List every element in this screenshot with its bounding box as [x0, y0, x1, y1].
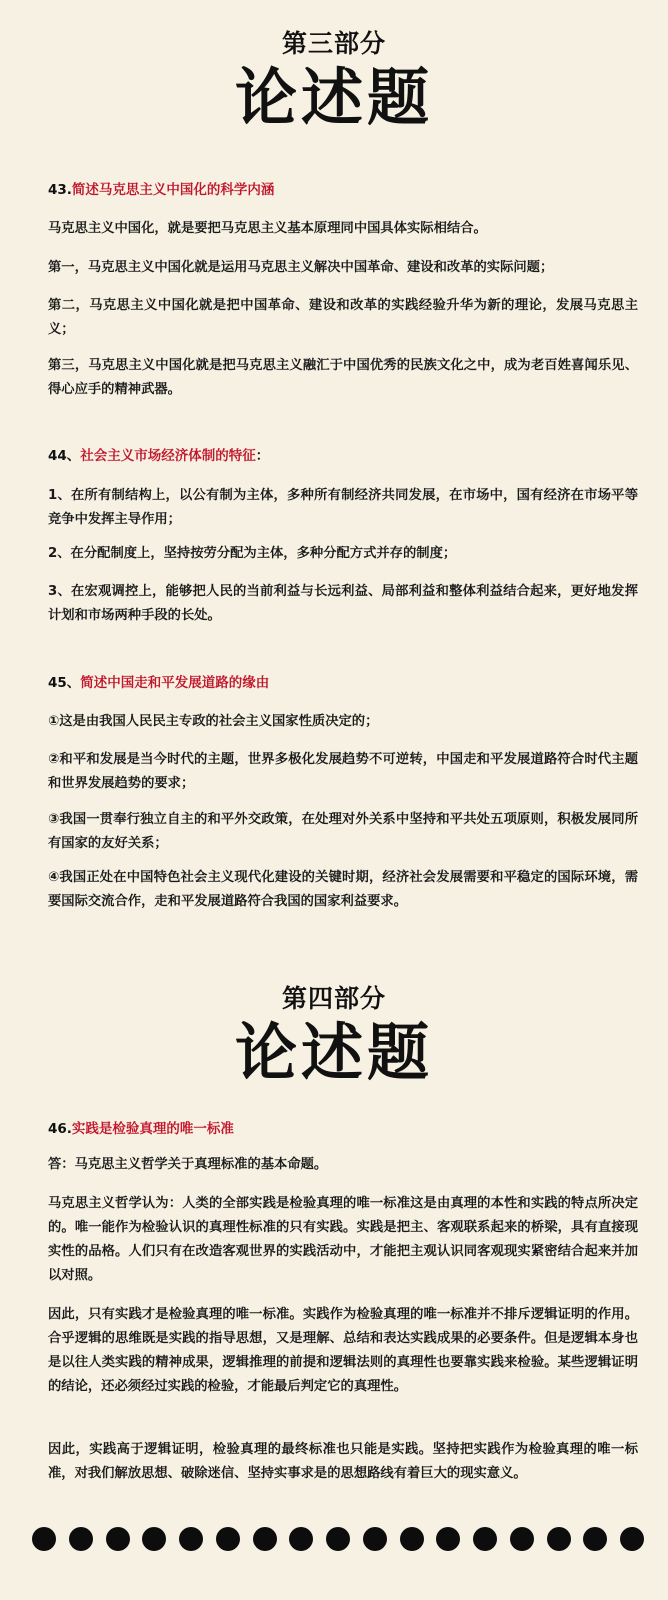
decorative-dot	[363, 1527, 387, 1551]
decorative-dot	[142, 1527, 166, 1551]
part3-header	[0, 24, 668, 134]
question-45	[48, 673, 638, 693]
question-44-number: 44、	[48, 448, 81, 464]
question-44-heading	[48, 446, 638, 466]
decorative-dot	[547, 1527, 571, 1551]
question-46-number: 46.	[48, 1121, 72, 1137]
question-43-para-2: 第一，马克思主义中国化就是运用马克思主义解决中国革命、建设和改革的实际问题；	[48, 260, 554, 275]
part3-label: 第三部分	[281, 29, 386, 58]
decorative-dot	[583, 1527, 607, 1551]
question-46-title: 实践是检验真理的唯一标准	[71, 1121, 234, 1137]
decorative-dot	[400, 1527, 424, 1551]
question-44-para-1: 1、在所有制结构上，以公有制为主体，多种所有制经济共同发展，在市场中，国有经济在市场平等竞争中发挥主导作用；	[48, 488, 638, 527]
question-44-para-3: 3、在宏观调控上，能够把人民的当前利益与长远利益、局部利益和整体利益结合起来，更好地发挥计划和市场两种手段的长处。	[48, 584, 638, 623]
decorative-dot	[32, 1527, 56, 1551]
decorative-dot	[620, 1527, 644, 1551]
question-43-para-4: 第三，马克思主义中国化就是把马克思主义融汇于中国优秀的民族文化之中，成为老百姓喜闻乐见、得心应手的精神武器。	[48, 358, 638, 397]
decorative-dot	[473, 1527, 497, 1551]
question-46-para-1: 答：马克思主义哲学关于真理标准的基本命题。	[48, 1157, 328, 1172]
question-45-title: 简述中国走和平发展道路的缘由	[80, 675, 270, 691]
decorative-dot	[436, 1527, 460, 1551]
decorative-dots-row	[32, 1524, 644, 1554]
question-46-para-3: 因此，只有实践才是检验真理的唯一标准。实践作为检验真理的唯一标准并不排斥逻辑证明的作用。合乎逻辑的思维既是实践的指导思想，又是理解、总结和表达实践成果的必要条件。但是逻辑本身也是以往人类实践的精神成果，逻辑推理的前提和逻辑法则的真理性也要靠实践来检验。某些逻辑证明的结论，还必须经过实践的检验，才能最后判定它的真理性。	[48, 1307, 638, 1394]
question-46-heading	[48, 1119, 638, 1139]
decorative-dot	[253, 1527, 277, 1551]
part3-title: 论述题	[234, 61, 433, 134]
question-43-number: 43.	[48, 182, 72, 198]
part4-label: 第四部分	[281, 984, 386, 1013]
decorative-dot	[69, 1527, 93, 1551]
question-44-suffix: ：	[255, 448, 270, 464]
question-45-heading	[48, 673, 638, 693]
question-44-para-2: 2、在分配制度上，坚持按劳分配为主体，多种分配方式并存的制度；	[48, 546, 457, 561]
question-46-para-2: 马克思主义哲学认为：人类的全部实践是检验真理的唯一标准这是由真理的本性和实践的特点所决定的。唯一能作为检验认识的真理性标准的只有实践。实践是把主、客观联系起来的桥梁，具有直接现实性的品格。人们只有在改造客观世界的实践活动中，才能把主观认识同客观现实紧密结合起来并加以对照。	[48, 1196, 638, 1283]
question-44-title: 社会主义市场经济体制的特征	[80, 448, 256, 464]
question-43-title: 简述马克思主义中国化的科学内涵	[71, 182, 275, 198]
question-45-para-1: ①这是由我国人民民主专政的社会主义国家性质决定的；	[48, 714, 379, 729]
decorative-dot	[106, 1527, 130, 1551]
part4-title: 论述题	[234, 1016, 433, 1089]
decorative-dot	[179, 1527, 203, 1551]
question-45-para-3: ③我国一贯奉行独立自主的和平外交政策，在处理对外关系中坚持和平共处五项原则，积极发展同所有国家的友好关系；	[48, 812, 638, 851]
question-43-para-1: 马克思主义中国化，就是要把马克思主义基本原理同中国具体实际相结合。	[48, 221, 487, 236]
question-43	[48, 180, 638, 200]
question-45-number: 45、	[48, 675, 81, 691]
question-43-para-3: 第二，马克思主义中国化就是把中国革命、建设和改革的实践经验升华为新的理论，发展马克思主义；	[48, 298, 638, 337]
question-44	[48, 446, 638, 466]
question-45-para-4: ④我国正处在中国特色社会主义现代化建设的关键时期，经济社会发展需要和平稳定的国际环境，需要国际交流合作，走和平发展道路符合我国的国家利益要求。	[48, 870, 638, 909]
part4-header	[0, 979, 668, 1089]
decorative-dot	[510, 1527, 534, 1551]
question-46	[48, 1119, 638, 1139]
decorative-dot	[326, 1527, 350, 1551]
question-43-heading	[48, 180, 638, 200]
decorative-dot	[289, 1527, 313, 1551]
decorative-dot	[216, 1527, 240, 1551]
question-46-para-4: 因此，实践高于逻辑证明，检验真理的最终标准也只能是实践。坚持把实践作为检验真理的唯一标准，对我们解放思想、破除迷信、坚持实事求是的思想路线有着巨大的现实意义。	[48, 1442, 638, 1481]
question-45-para-2: ②和平和发展是当今时代的主题，世界多极化发展趋势不可逆转，中国走和平发展道路符合时代主题和世界发展趋势的要求；	[48, 752, 638, 791]
